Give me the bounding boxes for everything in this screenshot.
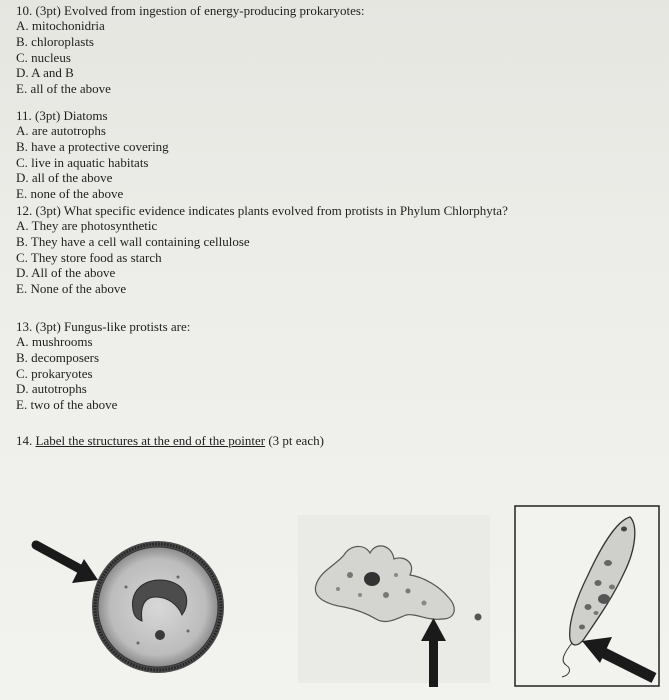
question-stem: 11. (3pt) Diatoms <box>16 108 108 123</box>
option-d: D. A and B <box>16 65 74 81</box>
question-points: (3 pt each) <box>268 433 324 448</box>
option-d: D. all of the above <box>16 170 113 186</box>
figure-euglena <box>512 503 662 693</box>
option-c: C. live in aquatic habitats <box>16 154 149 170</box>
option-c: C. They store food as starch <box>16 249 162 265</box>
cell-with-crescent-nucleus-icon <box>92 541 224 673</box>
figure-cell-with-nucleus <box>28 535 228 675</box>
option-b: B. decomposers <box>16 349 100 365</box>
option-e: E. None of the above <box>16 281 127 297</box>
option-a: A. are autotrophs <box>16 123 106 138</box>
figure-amoeba <box>298 515 498 690</box>
option-c: C. prokaryotes <box>16 365 93 381</box>
question-stem: 10. (3pt) Evolved from ingestion of energy-producing prokaryotes: <box>16 3 365 18</box>
option-a: A. mitochonidria <box>16 18 105 33</box>
question-12 <box>16 203 508 297</box>
question-14-prompt <box>16 433 324 448</box>
question-stem: 12. (3pt) What specific evidence indicates plants evolved from protists in Phylum Chlorphyta? <box>16 203 508 218</box>
question-14 <box>16 433 324 448</box>
option-e: E. two of the above <box>16 397 118 413</box>
question-number: 14. <box>16 433 33 448</box>
option-d: D. autotrophs <box>16 381 87 397</box>
option-e: E. none of the above <box>16 186 124 202</box>
option-a: A. They are photosynthetic <box>16 218 158 233</box>
question-13 <box>16 319 190 413</box>
option-e: E. all of the above <box>16 81 111 97</box>
option-d: D. All of the above <box>16 265 116 281</box>
option-c: C. nucleus <box>16 49 71 65</box>
option-b: B. They have a cell wall containing cellulose <box>16 233 250 249</box>
question-10 <box>16 3 365 97</box>
option-a: A. mushrooms <box>16 334 93 349</box>
question-stem: 13. (3pt) Fungus-like protists are: <box>16 319 191 334</box>
arrow-pointer-1 <box>36 545 98 583</box>
option-b: B. have a protective covering <box>16 138 169 154</box>
option-b: B. chloroplasts <box>16 33 94 49</box>
question-11 <box>16 108 169 202</box>
question-instruction: Label the structures at the end of the pointer <box>35 433 266 448</box>
